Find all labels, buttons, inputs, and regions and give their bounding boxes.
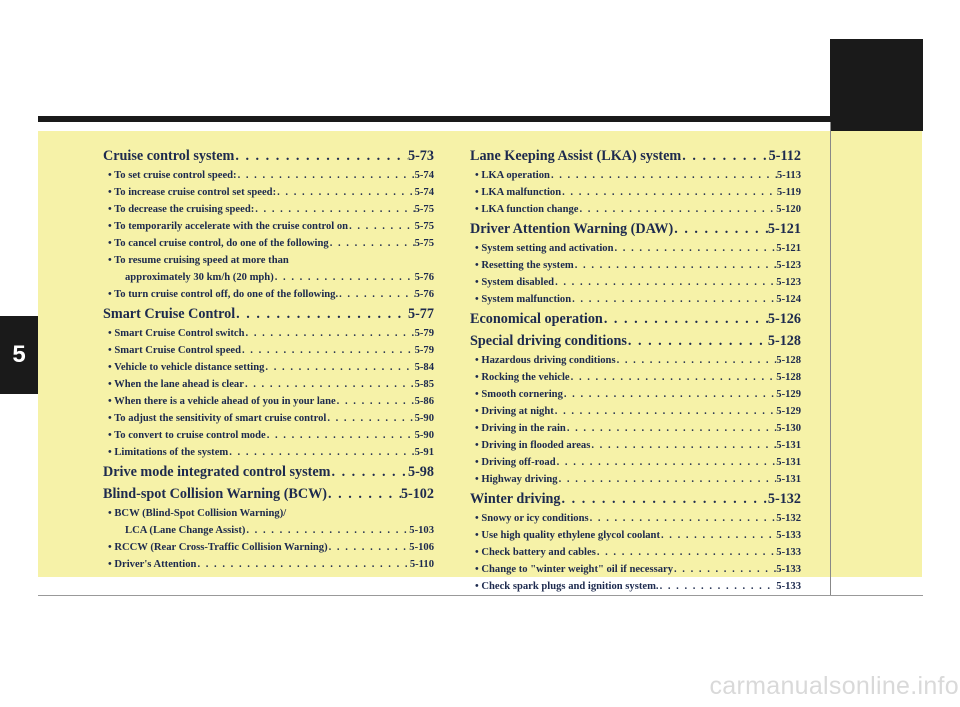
chapter-corner-tab [830, 39, 923, 131]
toc-right-column [470, 145, 801, 595]
toc-subentry[interactable]: • Highway driving . . . 5-131 [470, 471, 801, 488]
toc-subentry[interactable]: • To adjust the sensitivity of smart cruise control . . . 5-90 [103, 410, 434, 427]
margin-divider [830, 122, 831, 596]
toc-left-column [103, 145, 434, 573]
toc-subentry[interactable]: • Resetting the system . . . 5-123 [470, 257, 801, 274]
toc-subentry[interactable]: • Use high quality ethylene glycol coolant . . . 5-133 [470, 527, 801, 544]
toc-subentry[interactable]: • System disabled . . . 5-123 [470, 274, 801, 291]
toc-entry-lka[interactable]: Lane Keeping Assist (LKA) system . . . 5-112 [470, 145, 801, 167]
toc-subentry[interactable]: • When there is a vehicle ahead of you in your lane . . . 5-86 [103, 393, 434, 410]
toc-subentry-line1[interactable]: • BCW (Blind-Spot Collision Warning)/ [108, 508, 287, 519]
toc-subentry[interactable]: • System setting and activation . . . 5-121 [470, 240, 801, 257]
toc-subentry[interactable]: • To turn cruise control off, do one of the following. . . . 5-76 [103, 286, 434, 303]
toc-subentry[interactable]: • To decrease the cruising speed: . . . 5-75 [103, 201, 434, 218]
toc-subentry[interactable]: • LKA malfunction . . . 5-119 [470, 184, 801, 201]
toc-subentry[interactable]: • To cancel cruise control, do one of the following . . . 5-75 [103, 235, 434, 252]
toc-subentry[interactable]: • Change to "winter weight" oil if necessary . . . 5-133 [470, 561, 801, 578]
toc-subentry[interactable]: LCA (Lane Change Assist) . . . 5-103 [103, 522, 434, 539]
toc-entry-smart-cruise-control[interactable]: Smart Cruise Control . . . 5-77 [103, 303, 434, 325]
toc-subentry[interactable]: • Snowy or icy conditions . . . 5-132 [470, 510, 801, 527]
toc-entry-title: Cruise control system [103, 148, 235, 164]
toc-subentry[interactable]: • Limitations of the system . . . 5-91 [103, 444, 434, 461]
toc-subentry[interactable]: • When the lane ahead is clear . . . 5-85 [103, 376, 434, 393]
toc-subentry[interactable]: • Smart Cruise Control speed . . . 5-79 [103, 342, 434, 359]
toc-subentry[interactable]: • System malfunction . . . 5-124 [470, 291, 801, 308]
toc-subentry[interactable]: • Hazardous driving conditions . . . 5-128 [470, 352, 801, 369]
toc-entry-bcw[interactable]: Blind-spot Collision Warning (BCW) . . . 5-102 [103, 483, 434, 505]
top-rule [38, 116, 830, 122]
toc-entry-page: 5-73 [407, 148, 434, 164]
toc-subentry[interactable]: approximately 30 km/h (20 mph) . . . 5-76 [103, 269, 434, 286]
toc-subentry[interactable]: • To set cruise control speed: . . . 5-74 [103, 167, 434, 184]
toc-subentry[interactable]: • To increase cruise control set speed: . . . 5-74 [103, 184, 434, 201]
toc-subentry[interactable]: • Driving in flooded areas . . . 5-131 [470, 437, 801, 454]
toc-subentry[interactable]: • Driving at night . . . 5-129 [470, 403, 801, 420]
bottom-rule [38, 595, 923, 596]
toc-subentry[interactable]: • To temporarily accelerate with the cruise control on . . . 5-75 [103, 218, 434, 235]
toc-subentry[interactable]: • To convert to cruise control mode . . . 5-90 [103, 427, 434, 444]
toc-subentry[interactable]: • RCCW (Rear Cross-Traffic Collision Warning) . . . 5-106 [103, 539, 434, 556]
toc-subentry[interactable]: • Rocking the vehicle . . . 5-128 [470, 369, 801, 386]
toc-entry-cruise-control[interactable] [103, 145, 434, 167]
toc-entry-drive-mode[interactable]: Drive mode integrated control system . . . 5-98 [103, 461, 434, 483]
toc-subentry[interactable]: • Driver's Attention . . . 5-110 [103, 556, 434, 573]
toc-entry-economical-operation[interactable]: Economical operation . . . 5-126 [470, 308, 801, 330]
watermark-text: carmanualsonline.info [709, 672, 959, 700]
toc-subentry[interactable]: • Smart Cruise Control switch . . . 5-79 [103, 325, 434, 342]
toc-entry-winter-driving[interactable]: Winter driving . . . 5-132 [470, 488, 801, 510]
toc-subentry[interactable]: • Check battery and cables . . . 5-133 [470, 544, 801, 561]
toc-entry-special-driving[interactable]: Special driving conditions . . . 5-128 [470, 330, 801, 352]
toc-subentry-line1[interactable]: • To resume cruising speed at more than [108, 255, 289, 266]
toc-subentry[interactable]: • Driving off-road . . . 5-131 [470, 454, 801, 471]
toc-subentry[interactable]: • Check spark plugs and ignition system. . . . 5-133 [470, 578, 801, 595]
toc-subentry[interactable]: • Vehicle to vehicle distance setting . . . 5-84 [103, 359, 434, 376]
chapter-number-tab: 5 [0, 316, 38, 394]
toc-subentry[interactable]: • Smooth cornering . . . 5-129 [470, 386, 801, 403]
toc-entry-daw[interactable]: Driver Attention Warning (DAW) . . . 5-121 [470, 218, 801, 240]
toc-subentry[interactable]: • Driving in the rain . . . 5-130 [470, 420, 801, 437]
leader-dots [234, 145, 408, 167]
toc-subentry[interactable]: • LKA function change . . . 5-120 [470, 201, 801, 218]
toc-subentry[interactable]: • LKA operation . . . 5-113 [470, 167, 801, 184]
